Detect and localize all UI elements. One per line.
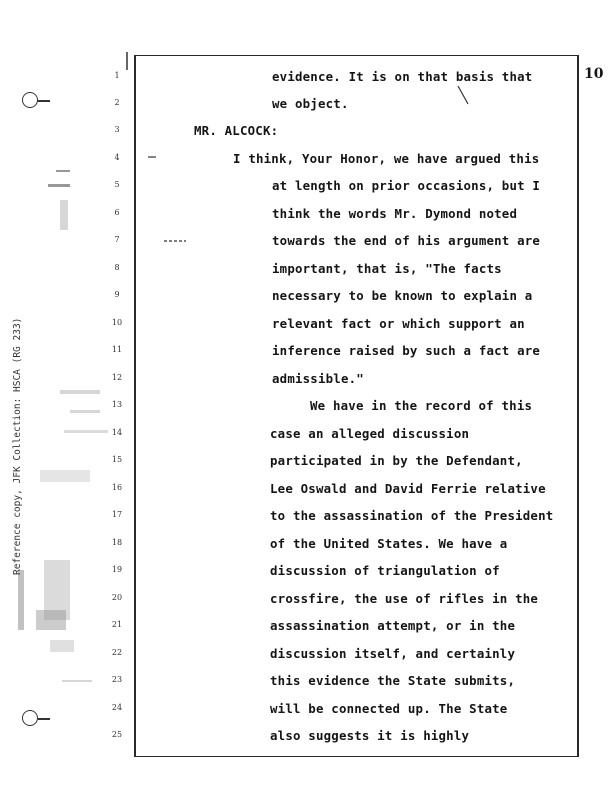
line-number: 21 bbox=[111, 620, 123, 629]
transcript-line: towards the end of his argument are bbox=[272, 233, 541, 248]
transcript-line: also suggests it is highly bbox=[270, 728, 470, 743]
line-number: 12 bbox=[111, 373, 123, 382]
line-number: 19 bbox=[111, 565, 123, 574]
line-number: 9 bbox=[114, 290, 120, 299]
transcript-line: case an alleged discussion bbox=[270, 426, 470, 441]
transcript-line: Lee Oswald and David Ferrie relative bbox=[270, 481, 546, 496]
line-number: 15 bbox=[111, 455, 123, 464]
transcript-line: crossfire, the use of rifles in the bbox=[270, 591, 539, 606]
line-number: 11 bbox=[111, 345, 123, 354]
transcript-line: this evidence the State submits, bbox=[270, 673, 516, 688]
line-number: 6 bbox=[114, 208, 120, 217]
line-number: 8 bbox=[114, 263, 120, 272]
transcript-line: I think, Your Honor, we have argued this bbox=[233, 151, 540, 166]
transcript-line: think the words Mr. Dymond noted bbox=[272, 206, 518, 221]
line-number: 25 bbox=[111, 730, 123, 739]
archive-reference-stamp: Reference copy, JFK Collection: HSCA (RG 233) bbox=[12, 317, 23, 575]
line-number: 5 bbox=[114, 180, 120, 189]
transcript-line: discussion of triangulation of bbox=[270, 563, 500, 578]
speaker-label: MR. ALCOCK: bbox=[194, 123, 279, 138]
line-number: 13 bbox=[111, 400, 123, 409]
transcript-line: important, that is, "The facts bbox=[272, 261, 502, 276]
transcript-line: necessary to be known to explain a bbox=[272, 288, 533, 303]
transcript-line: at length on prior occasions, but I bbox=[272, 178, 541, 193]
transcript-line: we object. bbox=[272, 96, 349, 111]
line-number: 22 bbox=[111, 648, 123, 657]
line-number: 20 bbox=[111, 593, 123, 602]
line-number: 10 bbox=[111, 318, 123, 327]
binder-hole-bottom bbox=[22, 710, 38, 726]
line-number: 23 bbox=[111, 675, 123, 684]
line-number: 2 bbox=[114, 98, 120, 107]
line-number: 14 bbox=[111, 428, 123, 437]
page-number: 10 bbox=[584, 66, 604, 82]
line-number: 18 bbox=[111, 538, 123, 547]
line-number: 3 bbox=[114, 125, 120, 134]
transcript-line: We have in the record of this bbox=[310, 398, 533, 413]
transcript-line: inference raised by such a fact are bbox=[272, 343, 541, 358]
transcript-line: to the assassination of the President bbox=[270, 508, 554, 523]
transcript-line: assassination attempt, or in the bbox=[270, 618, 516, 633]
binder-hole-bottom-mark bbox=[38, 718, 50, 720]
binder-hole-top-mark bbox=[38, 100, 50, 102]
transcript-line: participated in by the Defendant, bbox=[270, 453, 523, 468]
line-number: 4 bbox=[114, 153, 120, 162]
line-number: 1 bbox=[114, 71, 120, 80]
transcript-line: relevant fact or which support an bbox=[272, 316, 525, 331]
transcript-line: discussion itself, and certainly bbox=[270, 646, 516, 661]
transcript-line: of the United States. We have a bbox=[270, 536, 508, 551]
transcript-line: will be connected up. The State bbox=[270, 701, 508, 716]
line-number: 17 bbox=[111, 510, 123, 519]
transcript-line: admissible." bbox=[272, 371, 364, 386]
binder-hole-top bbox=[22, 92, 38, 108]
line-number: 7 bbox=[114, 235, 120, 244]
line-number: 16 bbox=[111, 483, 123, 492]
line-number: 24 bbox=[111, 703, 123, 712]
transcript-line: evidence. It is on that basis that bbox=[272, 69, 533, 84]
